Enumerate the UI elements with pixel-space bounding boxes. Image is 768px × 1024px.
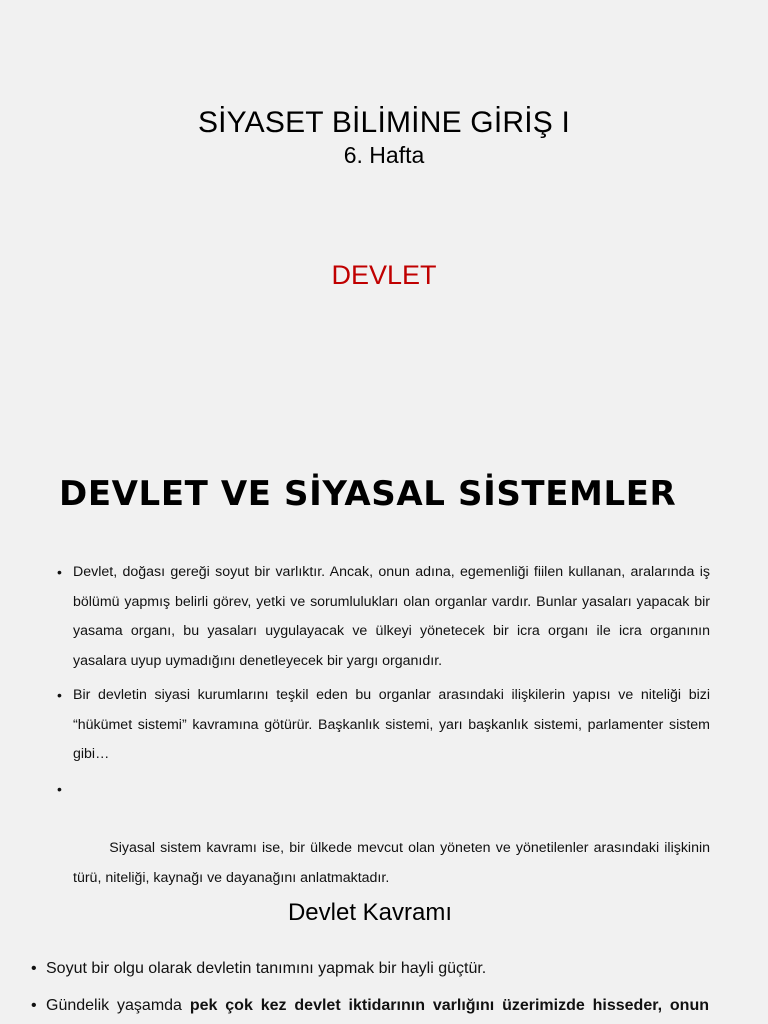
bullet-text: Soyut bir olgu olarak devletin tanımını yapmak bir hayli güçtür.	[46, 960, 487, 977]
bullet-text: Devlet, doğası gereği soyut bir varlıktır. Ancak, onun adına, egemenliği fiilen kullanan, aralarında iş bölümü yapmış belirli görev, yetki ve sorumlulukları olan organlar vardır. Bunlar yasaları yapacak bir yasama organı, bu yasaları uygulayacak ve ülkeyi yönetecek bir icra organı ile icra organının yasalara uyup uymadığını denetleyecek bir yargı organıdır.	[73, 564, 710, 669]
bullet-icon: •	[31, 960, 37, 977]
bullet-text: Bir devletin siyasi kurumlarını teşkil eden bu organlar arasındaki ilişkilerin yapısı ve niteliği bizi “hükümet sistemi” kavramına götürür. Başkanlık sistemi, yarı başkanlık sistemi, parlamenter sistem gibi…	[73, 687, 710, 763]
presentation-title: SİYASET BİLİMİNE GİRİŞ I	[197, 106, 571, 139]
topic-title: DEVLET	[331, 260, 437, 290]
bullet-list	[57, 681, 710, 770]
list-item	[31, 995, 709, 1017]
list-item	[57, 558, 710, 676]
slide-heading: Devlet Kavramı	[287, 899, 453, 926]
week-label: 6. Hafta	[343, 142, 425, 168]
bullet-list	[31, 995, 709, 1017]
bullet-icon: •	[31, 997, 37, 1014]
bullet-icon: •	[57, 564, 62, 580]
bullet-text: Gündelik yaşamda	[46, 997, 190, 1014]
bullet-icon: •	[57, 687, 62, 703]
bullet-list	[57, 558, 710, 676]
bullet-icon: •	[57, 781, 62, 797]
bullet-text: Siyasal sistem kavramı ise, bir ülkede mevcut olan yöneten ve yönetilenler arasındaki ilişkinin türü, niteliği, kaynağı ve dayanağını anlatmaktadır.	[73, 840, 714, 886]
slide-heading: DEVLET VE SİYASAL SİSTEMLER	[59, 474, 677, 514]
list-item	[31, 958, 709, 980]
list-item	[57, 681, 710, 770]
bullet-list	[31, 958, 709, 980]
bullet-text-bold: pek çok kez devlet iktidarının varlığını üzerimizde hisseder, onun	[189, 997, 709, 1014]
